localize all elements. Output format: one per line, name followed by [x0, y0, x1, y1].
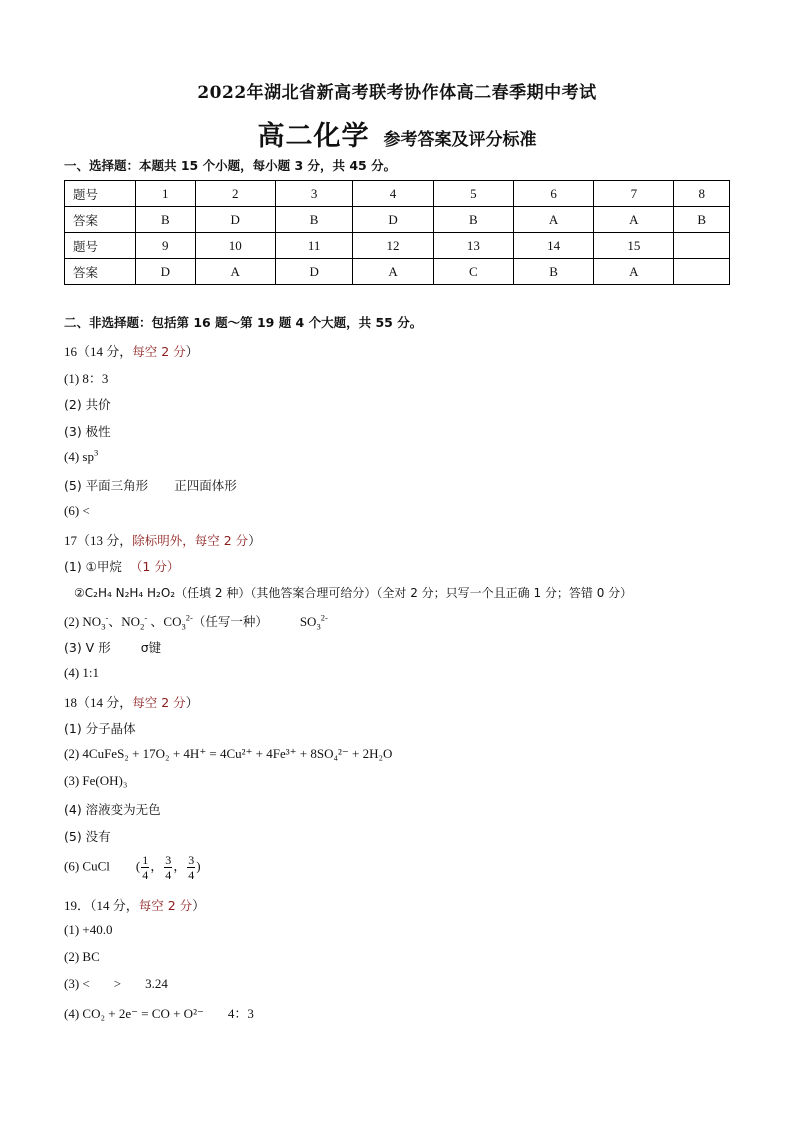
table-cell: C	[433, 259, 513, 285]
q17-answer-2a: (2) NO	[64, 614, 102, 629]
q16-answer-5b: 正四面体形	[174, 478, 237, 493]
q18-head-end: ）	[185, 695, 199, 710]
q17-answer-3a: (3) V 形	[64, 640, 111, 655]
q16-answer-4-sup: 3	[93, 447, 99, 458]
q18-head: 18（14 分，	[64, 695, 133, 710]
q17-answer-2c: 、CO	[147, 614, 182, 629]
table-cell: 4	[353, 181, 433, 207]
q18-answer-6: (6) CuCl ( $\frac{1}{4}$ ， $\frac{3}{4}$ ， $\frac{3}{4}$ )	[64, 853, 201, 882]
row-label: 题号	[65, 233, 136, 259]
q16-answer-1: (1) 8：3	[64, 371, 109, 386]
section1-heading: 一、选择题：本题共 15 个小题，每小题 3 分，共 45 分。	[64, 158, 397, 173]
table-cell: 5	[433, 181, 513, 207]
table-cell: 12	[353, 233, 433, 259]
q16-score-note: 每空 2 分	[132, 344, 186, 359]
table-cell: D	[195, 207, 275, 233]
q18-answer-2: (2) 4CuFeS₂ + 17O₂ + 4H⁺ = 4Cu²⁺ + 4Fe³⁺ + 8SO₄²⁻ + 2H₂O	[64, 746, 393, 761]
table-cell: A	[594, 259, 674, 285]
table-cell: 13	[433, 233, 513, 259]
subject-heading	[0, 114, 794, 153]
q19-answer-3a: (3) <	[64, 976, 90, 991]
q18-answer-1: (1) 分子晶体	[64, 721, 136, 736]
q19-head-end: ）	[192, 898, 206, 913]
answer-table	[64, 180, 730, 285]
table-row	[65, 259, 730, 285]
q16-answer-4-text: (4) sp	[64, 449, 94, 464]
coord-fraction: $\frac{1}{4}$	[142, 853, 149, 882]
q17-answer-2: (2) $NO_3^-$、$NO_2^-$ 、$CO_3^{2-}$（任写一种） $SO_3^{2-}$	[64, 612, 328, 632]
q18-answer-4: (4) 溶液变为无色	[64, 802, 161, 817]
q17-heading	[64, 530, 261, 549]
q16-answer-4	[64, 449, 98, 465]
coord-fraction: $\frac{3}{4}$	[188, 853, 195, 882]
q17-answer-4: (4) 1:1	[64, 665, 100, 680]
q19-head: 19．（14 分，	[64, 898, 139, 913]
exam-title: 2022年湖北省新高考联考协作体高二春季期中考试	[197, 83, 597, 103]
table-cell: 14	[513, 233, 593, 259]
q19-answer-4b: 4：3	[227, 1006, 254, 1021]
q19-answer-4a: (4) CO₂ + 2e⁻ = CO + O²⁻	[64, 1006, 204, 1021]
q17-answer-1b: ②C₂H₄ N₂H₄ H₂O₂（任填 2 种）（其他答案合理可给分）（全对 2 分；只写一个且正确 1 分；答错 0 分）	[74, 586, 633, 600]
row-label: 答案	[65, 259, 136, 285]
table-cell	[674, 233, 730, 259]
table-cell: 8	[674, 181, 730, 207]
table-row	[65, 181, 730, 207]
table-cell: 7	[594, 181, 674, 207]
table-cell: 1	[136, 181, 196, 207]
q18-answer-5: (5) 没有	[64, 829, 111, 844]
table-cell: A	[594, 207, 674, 233]
table-cell: B	[513, 259, 593, 285]
q18-answer-3: (3) Fe(OH)₃	[64, 773, 128, 788]
q16-answer-5	[64, 476, 237, 494]
q17-answer-3b: σ键	[140, 640, 162, 655]
table-cell: A	[513, 207, 593, 233]
table-cell: B	[275, 207, 353, 233]
q18-answer-6-label: (6) CuCl	[64, 858, 110, 874]
table-cell: A	[353, 259, 433, 285]
q16-answer-3: (3) 极性	[64, 424, 111, 439]
table-cell: A	[195, 259, 275, 285]
q16-head-end: ）	[185, 344, 199, 359]
table-cell: D	[275, 259, 353, 285]
q16-answer-6: (6) <	[64, 503, 90, 518]
coord-fraction: $\frac{3}{4}$	[165, 853, 172, 882]
table-cell: 11	[275, 233, 353, 259]
q17-answer-2-so: SO	[299, 614, 317, 629]
table-cell: D	[353, 207, 433, 233]
q17-score-note: 除标明外，每空 2 分	[132, 533, 249, 548]
subject-title: 高二化学	[257, 121, 370, 152]
q16-head: 16（14 分，	[64, 344, 133, 359]
q17-head: 17（13 分，	[64, 533, 133, 548]
answer-key-subtitle: 参考答案及评分标准	[383, 130, 537, 150]
q19-answer-3b: >	[113, 976, 122, 991]
q17-answer-2-note: （任写一种）	[192, 614, 268, 629]
table-cell: B	[674, 207, 730, 233]
q19-answer-3c: 3.24	[145, 976, 168, 991]
q16-answer-2: (2) 共价	[64, 397, 111, 412]
q19-answer-1: (1) +40.0	[64, 922, 113, 937]
q16-heading	[64, 341, 199, 360]
q18-score-note: 每空 2 分	[132, 695, 186, 710]
q19-heading	[64, 895, 205, 914]
q17-answer-2b: 、NO	[108, 614, 141, 629]
q19-answer-2: (2) BC	[64, 949, 100, 964]
q17-answer-3	[64, 638, 161, 656]
q19-score-note: 每空 2 分	[138, 898, 193, 913]
table-cell: 9	[136, 233, 196, 259]
q17-head-end: ）	[248, 533, 262, 548]
q17-answer-1-score: （1 分）	[129, 559, 180, 574]
table-cell: B	[136, 207, 196, 233]
q17-answer-1	[64, 557, 179, 575]
q16-answer-5a: (5) 平面三角形	[64, 478, 149, 493]
table-cell: B	[433, 207, 513, 233]
table-row	[65, 233, 730, 259]
table-cell: 3	[275, 181, 353, 207]
table-cell: 15	[594, 233, 674, 259]
table-cell: 10	[195, 233, 275, 259]
q18-heading	[64, 692, 199, 711]
q19-answer-4	[64, 1003, 254, 1022]
table-cell	[674, 259, 730, 285]
q17-answer-1a: (1) ①甲烷	[64, 559, 122, 574]
table-cell: D	[136, 259, 196, 285]
q19-answer-3	[64, 976, 168, 992]
table-cell: 6	[513, 181, 593, 207]
row-label: 答案	[65, 207, 136, 233]
section2-heading: 二、非选择题：包括第 16 题～第 19 题 4 个大题，共 55 分。	[64, 315, 423, 330]
table-row	[65, 207, 730, 233]
row-label: 题号	[65, 181, 136, 207]
table-cell: 2	[195, 181, 275, 207]
